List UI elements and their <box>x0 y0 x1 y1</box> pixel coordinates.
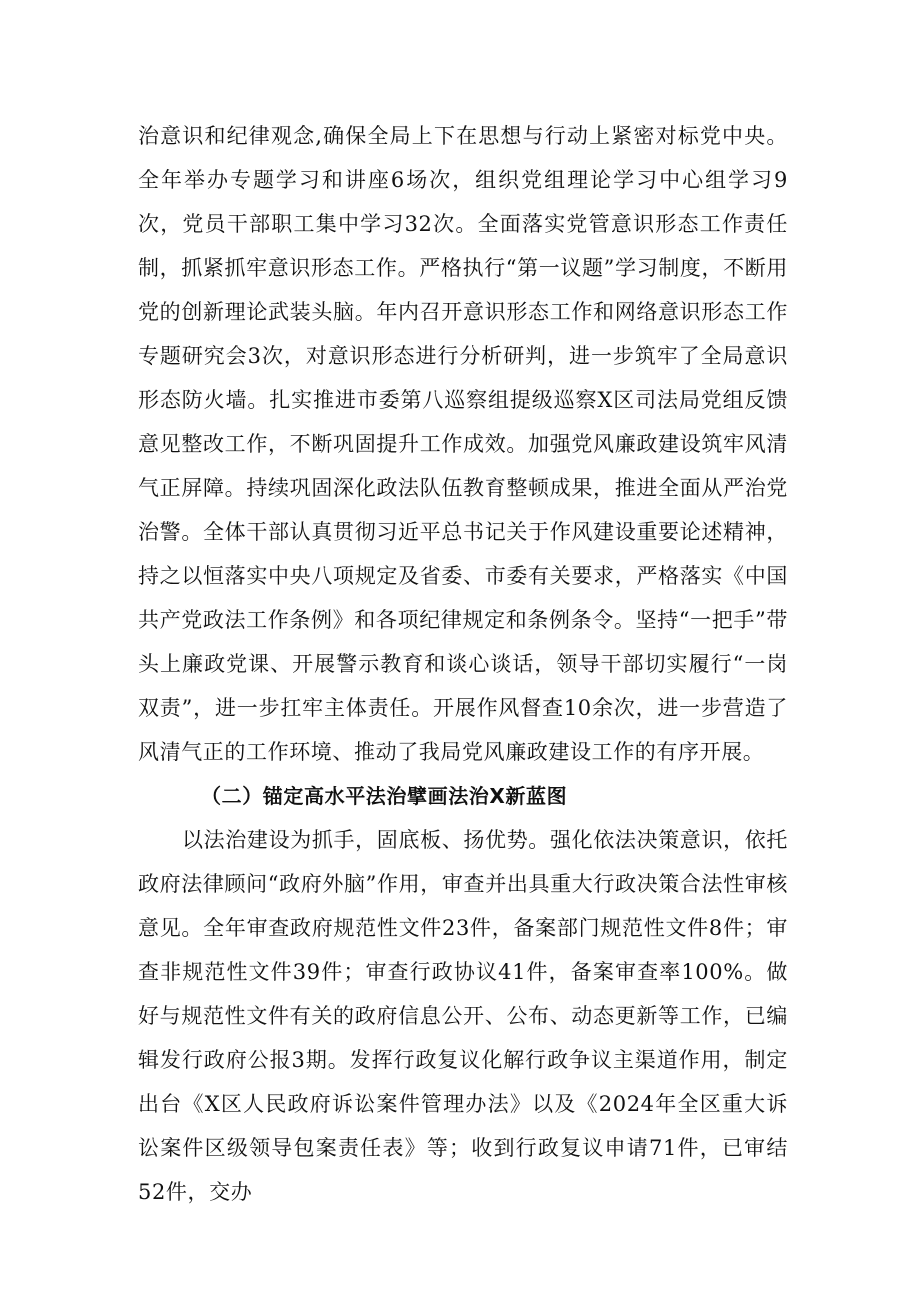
body-paragraph-rule-of-law: 以法治建设为抓手，固底板、扬优势。强化依法决策意识，依托政府法律顾问“政府外脑”作用，审查并出具重大行政决策合法性审核意见。全年审查政府规范性文件23件，备案部门规范性文件8件；审查非规范性文件39件；审查行政协议41件，备案审查率100%。做好与规范性文件有关的政府信息公开、公布、动态更新等工作，已编辑发行政府公报3期。发挥行政复议化解行政争议主渠道作用，制定出台《X区人民政府诉讼案件管理办法》以及《2024年全区重大诉讼案件区级领导包案责任表》等；收到行政复议申请71件，已审结52件，交办 <box>138 828 788 1204</box>
body-paragraph-party-building: 治意识和纪律观念,确保全局上下在思想与行动上紧密对标党中央。全年举办专题学习和讲座6场次，组织党组理论学习中心组学习9次，党员干部职工集中学习32次。全面落实党管意识形态工作责任制，抓紧抓牢意识形态工作。严格执行“第一议题”学习制度，不断用党的创新理论武装头脑。年内召开意识形态工作和网络意识形态工作专题研究会3次，对意识形态进行分析研判，进一步筑牢了全局意识形态防火墙。扎实推进市委第八巡察组提级巡察X区司法局党组反馈意见整改工作，不断巩固提升工作成效。加强党风廉政建设筑牢风清气正屏障。持续巩固深化政法队伍教育整顿成果，推进全面从严治党治警。全体干部认真贯彻习近平总书记关于作风建设重要论述精神，持之以恒落实中央八项规定及省委、市委有关要求，严格落实《中国共产党政法工作条例》和各项纪律规定和条例条令。坚持“一把手”带头上廉政党课、开展警示教育和谈心谈话，领导干部切实履行“一岗双责”，进一步扛牢主体责任。开展作风督查10余次，进一步营造了风清气正的工作环境、推动了我局党风廉政建设工作的有序开展。 <box>138 124 788 764</box>
document-body <box>138 114 788 1214</box>
section-heading: （二）锚定高水平法治擘画法治X新蓝图 <box>201 784 568 808</box>
